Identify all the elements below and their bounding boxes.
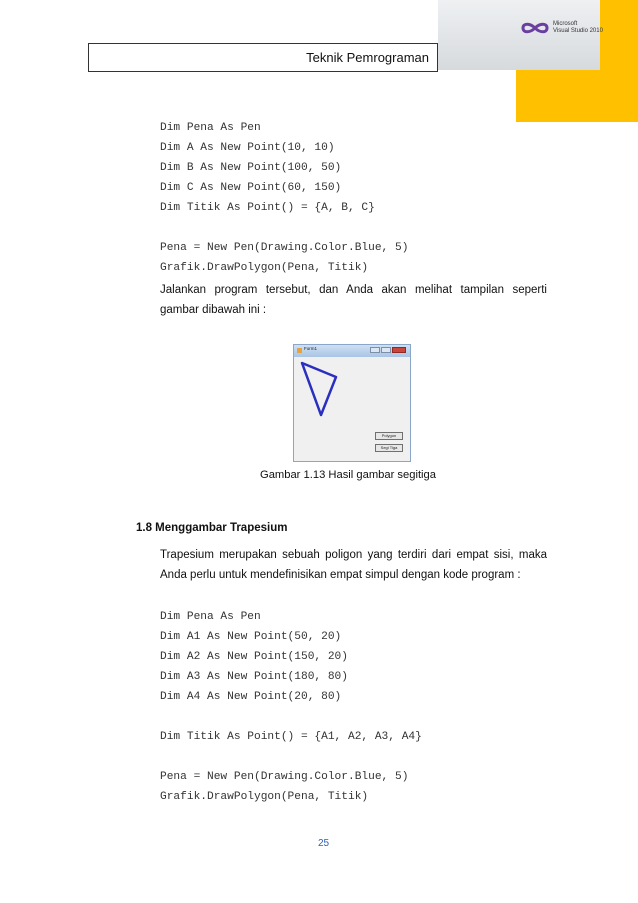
code-line: Dim A2 As New Point(150, 20) xyxy=(160,651,348,663)
code-line: Dim A3 As New Point(180, 80) xyxy=(160,671,348,683)
close-icon xyxy=(392,347,406,353)
code-line: Grafik.DrawPolygon(Pena, Titik) xyxy=(160,262,369,274)
triangle-shape xyxy=(302,363,336,415)
logo-product: Visual Studio 2010 xyxy=(553,28,603,34)
header-title-box xyxy=(88,43,438,72)
visual-studio-infinity-icon xyxy=(519,20,551,36)
code-line: Dim C As New Point(60, 150) xyxy=(160,182,342,194)
segitiga-button: Segi Tiga xyxy=(375,444,403,452)
window-app-icon xyxy=(297,348,302,353)
paragraph-line: Jalankan program tersebut, dan Anda akan melihat tampilan seperti xyxy=(160,284,547,296)
code-line: Dim Titik As Point() = {A1, A2, A3, A4} xyxy=(160,731,422,743)
form-screenshot-window xyxy=(293,344,411,462)
paragraph-line: Anda perlu untuk mendefinisikan empat simpul dengan kode program : xyxy=(160,569,521,581)
code-line: Dim A4 As New Point(20, 80) xyxy=(160,691,342,703)
code-line: Dim Pena As Pen xyxy=(160,122,261,134)
code-line: Dim Titik As Point() = {A, B, C} xyxy=(160,202,375,214)
window-title: Form1 xyxy=(304,346,318,351)
visual-studio-logo-text xyxy=(553,21,603,35)
paragraph xyxy=(160,545,547,585)
window-title-bar xyxy=(294,345,410,357)
page-header-title: Teknik Pemrograman xyxy=(306,50,429,65)
code-line: Dim A As New Point(10, 10) xyxy=(160,142,335,154)
section-heading: 1.8 Menggambar Trapesium xyxy=(136,522,288,534)
code-line: Pena = New Pen(Drawing.Color.Blue, 5) xyxy=(160,771,409,783)
code-line: Dim A1 As New Point(50, 20) xyxy=(160,631,342,643)
minimize-icon xyxy=(370,347,380,353)
polygon-button: Polygon xyxy=(375,432,403,440)
maximize-icon xyxy=(381,347,391,353)
paragraph xyxy=(160,280,547,320)
paragraph-line: gambar dibawah ini : xyxy=(160,304,267,316)
figure-caption: Gambar 1.13 Hasil gambar segitiga xyxy=(260,469,436,481)
code-line: Dim B As New Point(100, 50) xyxy=(160,162,342,174)
page-number: 25 xyxy=(318,838,330,849)
code-line: Dim Pena As Pen xyxy=(160,611,261,623)
logo-brand-small: Microsoft xyxy=(553,21,578,27)
code-line: Grafik.DrawPolygon(Pena, Titik) xyxy=(160,791,369,803)
paragraph-line: Trapesium merupakan sebuah poligon yang terdiri dari empat sisi, maka xyxy=(160,549,547,561)
code-line: Pena = New Pen(Drawing.Color.Blue, 5) xyxy=(160,242,409,254)
